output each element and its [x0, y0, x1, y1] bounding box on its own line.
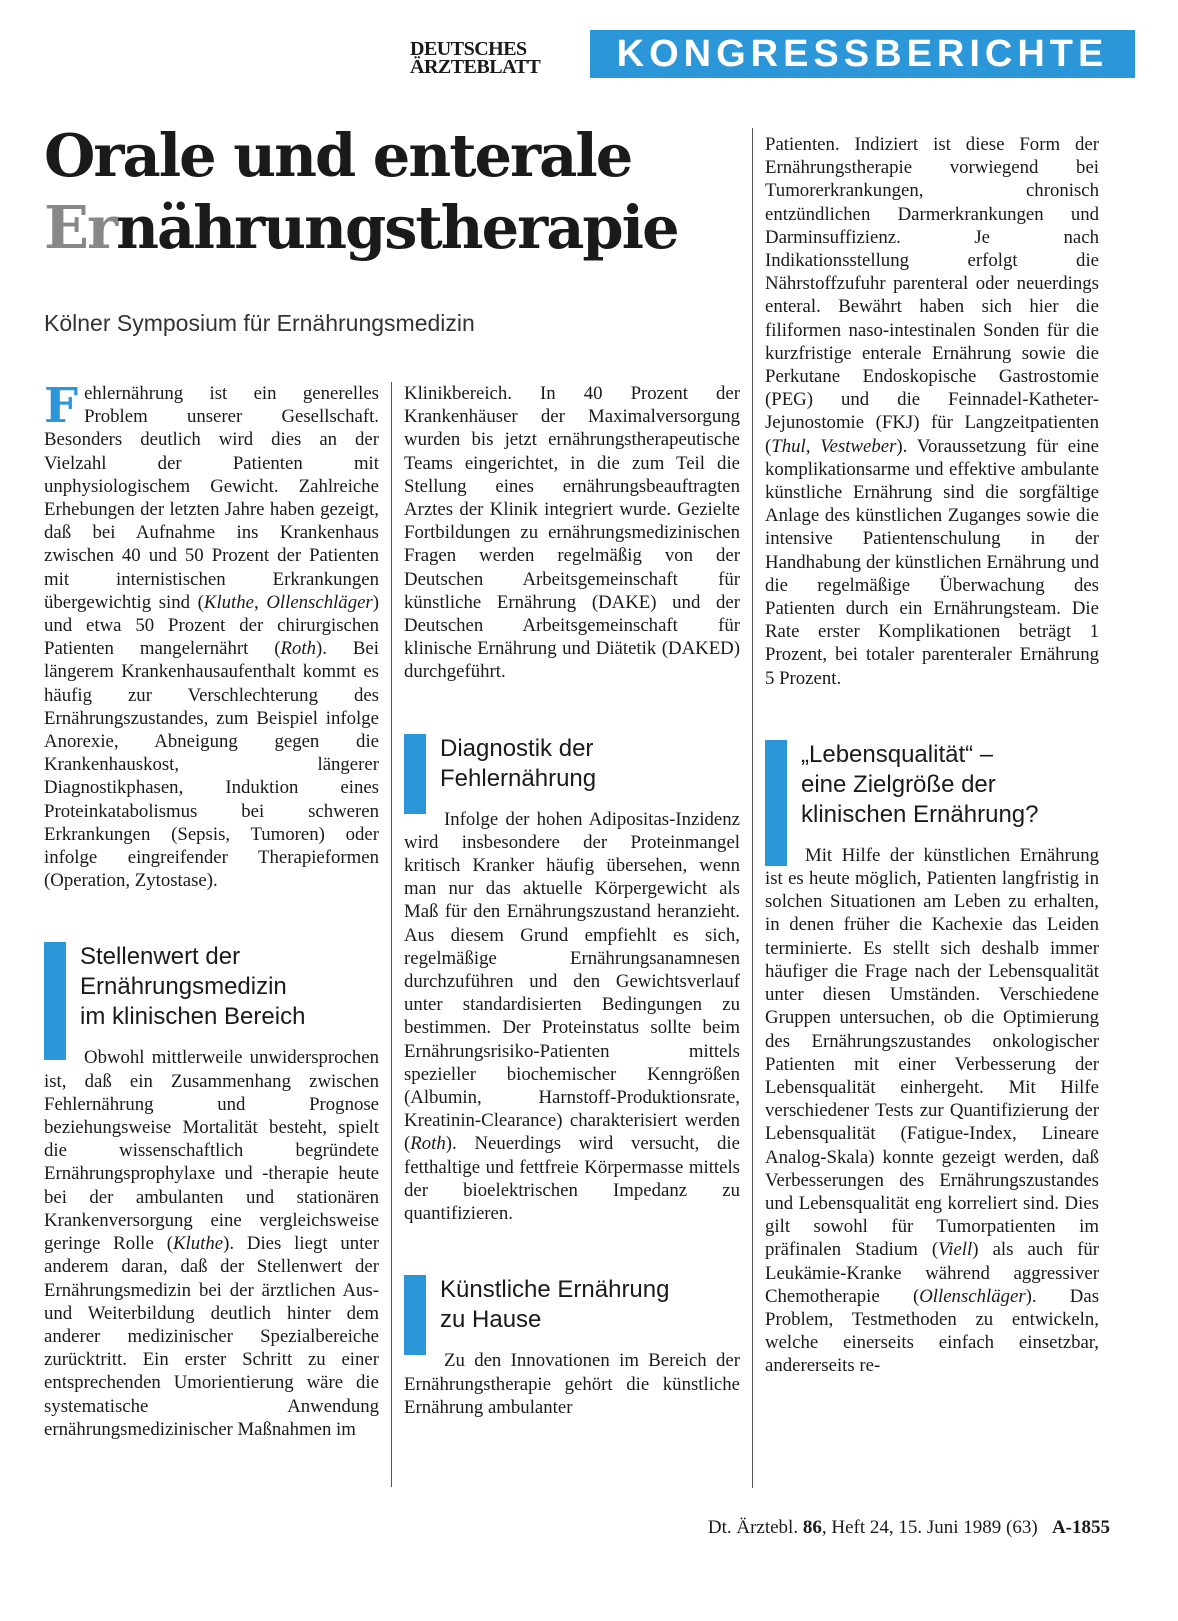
journal-logo-line1: DEUTSCHES — [410, 38, 527, 60]
section-heading — [404, 1275, 740, 1335]
masthead — [410, 30, 1150, 80]
body-text-c: ). Das Problem, Testmethoden zu entwickeln, welche einerseits einfach einsetzbar, andererseits re- — [765, 1285, 1100, 1377]
heading-line: Fehlernährung — [440, 764, 597, 792]
heading-accent-bar — [404, 1275, 426, 1355]
title-line-1: Orale und enterale — [44, 121, 632, 190]
title-line-2 — [44, 192, 764, 264]
heading-line: klinischen Ernährung? — [801, 800, 1039, 828]
section-body — [404, 808, 740, 1226]
section-lebensqualitaet — [765, 740, 1099, 1378]
body-text-b: ). Voraussetzung für eine komplikationsarme und effektive ambulante künstliche Ernährung sind die sorgfältige Anlage des künstlichen Zuganges sowie die intensive Patientenschulung in der Handhabung der künstlichen Ernährung und die regelmäßige Überwachung des Patienten durch ein Ernährungsteam. Die Rate erster Komplikationen beträgt 1 Prozent, bei totaler parenteraler Ernährung 5 Prozent. — [765, 435, 1099, 689]
section-diagnostik — [404, 734, 740, 1226]
body-text: Mit Hilfe der künstlichen Ernährung ist es heute möglich, Patienten langfristig in solchen Situationen am Leben zu erhalten, in denen früher die Kachexie das Leiden terminierte. Es stellt sich deshalb immer häufiger die Frage nach der Lebensqualität unter diesen Umständen. Verschiedene Gruppen untersuchen, ob die Optimierung des Ernährungszustandes onkologischer Patienten mit einer Verbesserung der Lebensqualität einhergeht. Mit Hilfe verschiedener Tests zur Quantifizierung der Lebensqualität (Fatigue-Index, Lineare Analog-Skala) konnte gezeigt werden, daß Verbesserungen des Ernährungszustandes und Lebensqualität eng korreliert sind. Dies gilt sowohl für Tumorpatienten im präfinalen Stadium ( — [765, 844, 1099, 1261]
body-text: Infolge der hohen Adipositas-Inzidenz wird insbesondere der Proteinmangel kritisch Kranker häufig übersehen, wenn man nur das aktuelle Körpergewicht als Maß für den Ernährungszustand heranzieht. Aus diesem Grund empfiehlt es sich, regelmäßige Ernährungsanamnesen durchzuführen und den Gewichtsverlauf unter standardisierten Bedingungen zu bestimmen. Der Proteinstatus sollte beim Ernährungsrisiko-Patienten mittels spezieller biochemischer Kenngrößen (Albumin, Harnstoff-Produktionsrate, Kreatinin-Clearance) charakterisiert werden ( — [404, 808, 740, 1155]
section-stellenwert — [44, 942, 379, 1440]
heading-line: Diagnostik der — [440, 734, 594, 762]
heading-accent-bar — [404, 734, 426, 814]
footer-page-number: A-1855 — [1051, 1517, 1110, 1538]
intro-text-b: ) und etwa 50 Prozent der chirurgischen Patienten mangelernährt ( — [44, 591, 379, 660]
journal-logo-line2: ÄRZTEBLATT — [410, 56, 541, 78]
section-body: Zu den Innovationen im Bereich der Ernährungstherapie gehört die künstliche Ernährung ambulanter — [404, 1350, 740, 1418]
citation: Thul, Vestweber — [771, 435, 897, 457]
heading-accent-bar — [765, 740, 787, 866]
intro-paragraph — [44, 378, 379, 892]
heading-line: Künstliche Ernährung — [440, 1276, 670, 1304]
footer-volume: 86 — [802, 1517, 822, 1538]
title-line-2-rest: nährungstherapie — [116, 193, 678, 262]
section-body — [44, 1046, 379, 1440]
article-title — [44, 120, 764, 264]
title-line-2-faded: Er — [44, 193, 117, 262]
page-footer — [640, 1517, 1110, 1539]
heading-line: im klinischen Bereich — [80, 1003, 306, 1031]
citation: Roth — [410, 1133, 446, 1155]
column-1 — [44, 378, 379, 1441]
section-heading — [44, 942, 379, 1032]
heading-line: Stellenwert der — [80, 943, 241, 971]
intro-text-c: ). Bei längerem Krankenhausaufenthalt kommt es häufig zur Verschlechterung des Ernährungszustandes, zum Beispiel infolge Anorexie, Abneigung gegen die Krankenhauskost, längerer Diagnostikphasen, Induktion eines Proteinkatabolismus bei schweren Erkrankungen (Sepsis, Tumoren) oder infolge eingreifender Therapieformen (Operation, Zytostase). — [44, 638, 379, 892]
column-3 — [765, 133, 1099, 1378]
body-text: Patienten. Indiziert ist diese Form der Ernährungstherapie vorwiegend bei Tumorerkrankungen, chronisch entzündlichen Darmerkrankungen und Darminsuffizienz. Je nach Indikationsstellung erfolgt die Nährstoffzufuhr parenteral oder neuerdings enteral. Bewährt haben sich hier die filiformen naso-intestinalen Sonden für die kurzfristige enterale Ernährung sowie die Perkutane Endoskopische Gastrostomie (PEG) und die Feinnadel-Katheter-Jejunostomie (FKJ) für Langzeitpatienten ( — [765, 134, 1099, 457]
footer-issue: , Heft 24, 15. Juni 1989 (63) — [821, 1517, 1038, 1538]
citation: Ollenschläger — [919, 1285, 1026, 1307]
column-divider-1 — [391, 382, 392, 1487]
drop-cap: F — [44, 378, 79, 434]
section-heading — [404, 734, 740, 794]
section-kuenstliche-ernaehrung — [404, 1275, 740, 1419]
body-text-b: ). Neuerdings wird versucht, die fetthaltige und fettfreie Körpermasse mittels der bioelektrischen Impedanz zu quantifizieren. — [404, 1133, 740, 1225]
citation: Viell — [938, 1239, 973, 1261]
heading-line: „Lebensqualität“ – — [801, 740, 994, 768]
article-subtitle: Kölner Symposium für Ernährungsmedizin — [44, 310, 475, 336]
journal-logo — [410, 40, 582, 76]
citation: Roth — [280, 638, 316, 660]
body-text-b: ) als auch für Leukämie-Kranke während aggressiver Chemotherapie ( — [765, 1239, 1099, 1307]
intro-text: ehlernährung ist ein generelles Problem unserer Gesellschaft. Besonders deutlich wird dies an der Vielzahl der Patienten mit unphysiologischem Gewicht. Zahlreiche Erhebungen der letzten Jahre haben gezeigt, daß bei Aufnahme ins Krankenhaus zwischen 40 und 50 Prozent der Patienten mit internistischen Erkrankungen übergewichtig sind ( — [44, 383, 379, 613]
column-divider-2 — [752, 128, 753, 1488]
citation: Kluthe — [172, 1233, 224, 1255]
continued-paragraph — [765, 133, 1099, 690]
heading-line: eine Zielgröße der — [801, 770, 996, 798]
column-2 — [404, 382, 740, 1419]
body-text-b: ). Dies liegt unter anderem daran, daß der Stellenwert der Ernährungsmedizin bei der ärztlichen Aus- und Weiterbildung deutlich hinter dem anderer medizinischer Spezialbereiche zurücktritt. Ein erster Schritt zu einer entsprechenden Umorientierung wäre die systematische Anwendung ernährungsmedizinischer Maßnahmen im — [44, 1233, 379, 1440]
citation: Kluthe, Ollenschläger — [203, 591, 373, 613]
heading-line: Ernährungsmedizin — [80, 973, 287, 1001]
footer-journal: Dt. Ärztebl. — [707, 1517, 799, 1538]
heading-line: zu Hause — [440, 1306, 542, 1334]
section-heading — [765, 740, 1099, 830]
heading-accent-bar — [44, 942, 66, 1060]
body-text: Obwohl mittlerweile unwidersprochen ist, daß ein Zusammenhang zwischen Fehlernährung und Prognose beziehungsweise Mortalität besteht, spielt die wissenschaftlich begründete Ernährungsprophylaxe und -therapie heute bei der ambulanten und stationären Krankenversorgung eine vergleichsweise geringe Rolle ( — [44, 1047, 379, 1255]
section-body — [765, 844, 1099, 1378]
continued-paragraph: Klinikbereich. In 40 Prozent der Krankenhäuser der Maximalversorgung wurden bis jetzt ernährungstherapeutische Teams eingerichtet, in die zum Teil die Stellung eines ernährungsbeauftragten Arztes der Klinik integriert wurde. Gezielte Fortbildungen zu ernährungsmedizinischen Fragen werden regelmäßig von der Deutschen Arbeitsgemeinschaft für künstliche Ernährung (DAKE) und der Deutschen Arbeitsgemeinschaft für klinische Ernährung und Diätetik (DAKED) durchgeführt. — [404, 383, 740, 683]
section-banner: KONGRESSBERICHTE — [590, 30, 1135, 78]
